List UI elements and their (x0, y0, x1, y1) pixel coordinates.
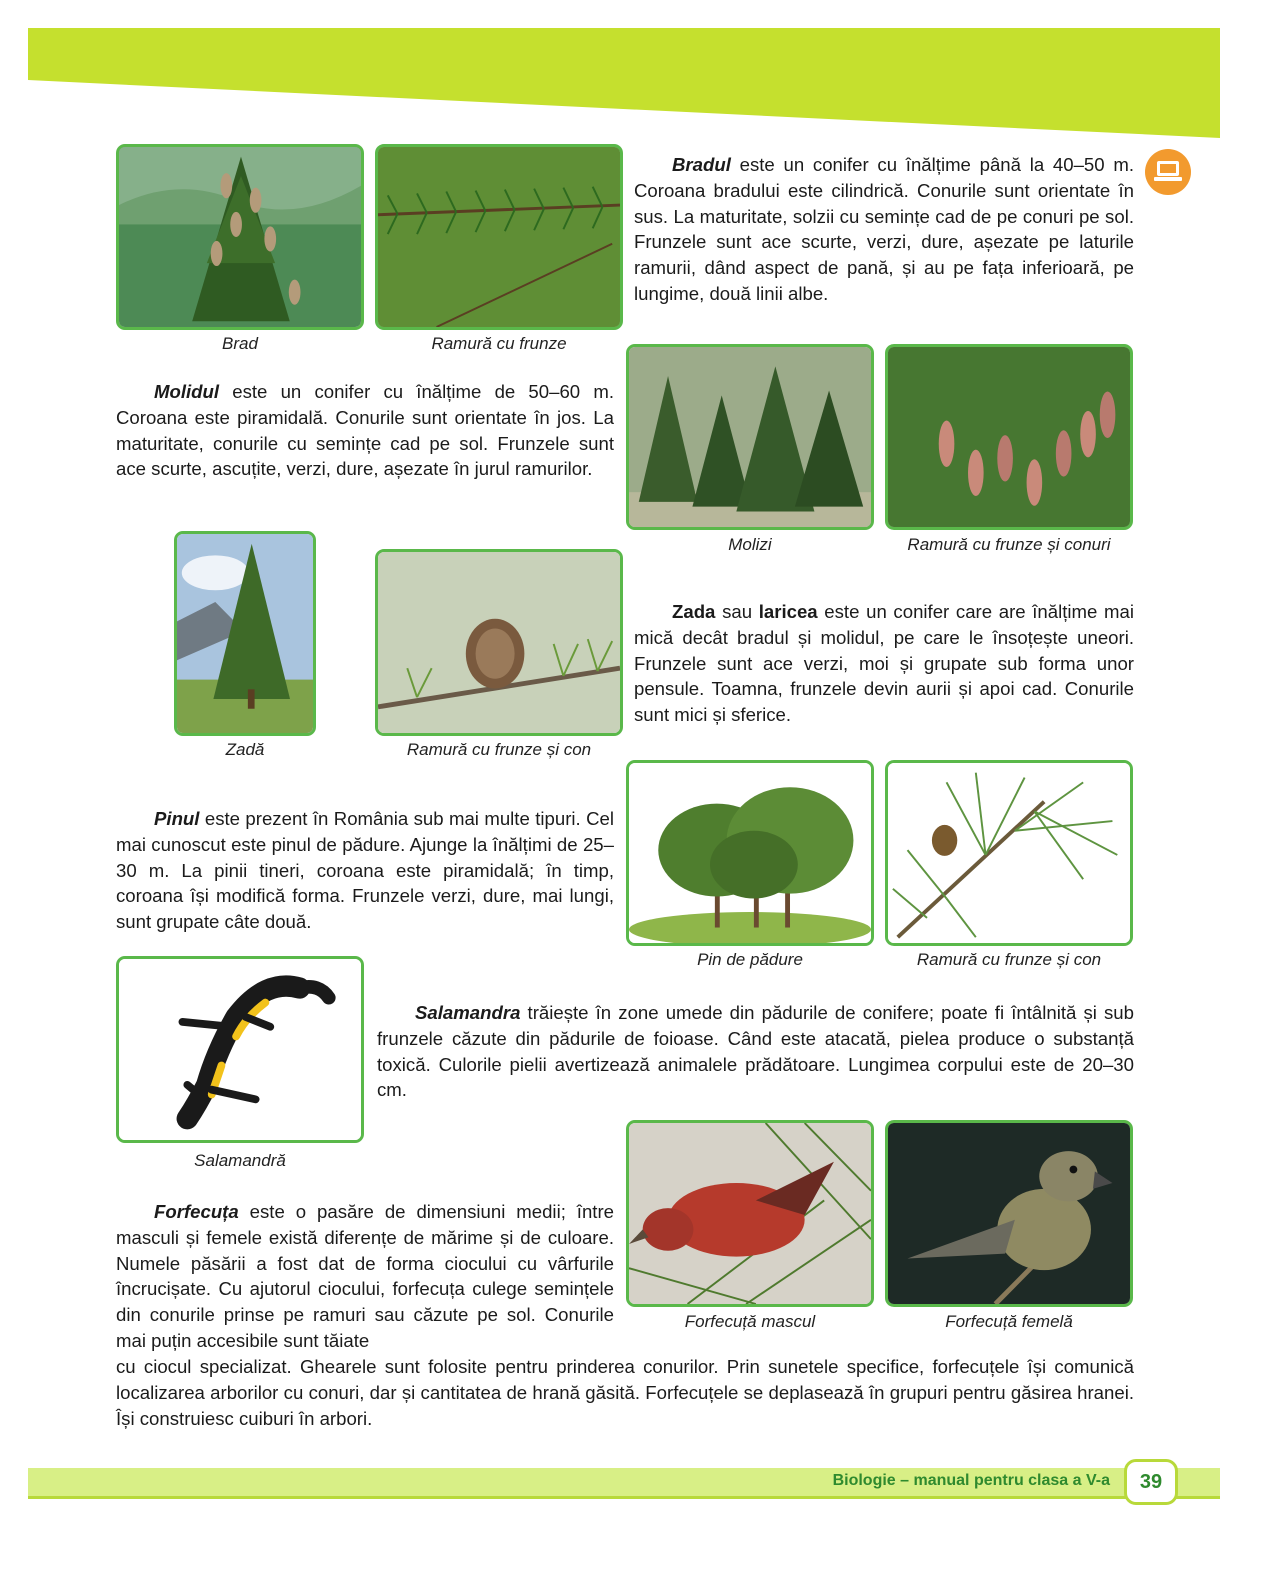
computer-icon[interactable] (1145, 149, 1191, 195)
caption-forfecuta-mascul: Forfecuță mascul (684, 1312, 816, 1331)
text-brad: este un conifer cu înălțime până la 40–50 m. Coroana bradului este cilindrică. Conurile sunt orientate în sus. La maturitate, solzii cu semințe cad de pe conuri pe sol. Frunzele sunt ace scurte, verzi, dure, așezate pe laturile ramurii, dând aspect de pană, și au pe fața inferioară, pe lungime, două linii albe. (634, 154, 1134, 304)
photo-brad (116, 144, 364, 330)
footer-line (28, 1496, 1220, 1499)
photo-salamandra (116, 956, 364, 1143)
paragraph-pin (116, 806, 614, 935)
caption-forfecuta-femela: Forfecuță femelă (945, 1312, 1073, 1331)
term-brad: Bradul (672, 154, 731, 175)
caption-zada-branch: Ramură cu frunze și con (406, 740, 592, 759)
caption-brad: Brad (222, 334, 258, 353)
paragraph-molid (116, 379, 614, 482)
paragraph-salamandra (377, 1000, 1134, 1103)
term-molid: Molidul (154, 381, 220, 402)
text-zada: este un conifer care are înălțime mai mică decât bradul și molidul, pe care le însoțește uneori. Frunzele sunt ace verzi, moi și grupate sub forma unor pensule. Toamna, frunzele devin aurii și apoi cad. Conurile sunt mici și sferice. (634, 601, 1134, 726)
text-molid: este un conifer cu înălțime de 50–60 m. Coroana este piramidală. Conurile sunt orientate în jos. La maturitate, conurile cu semințe cad pe sol. Frunzele sunt ace scurte, ascuțite, verzi, dure, așezate în jurul ramurilor. (116, 381, 614, 480)
caption-salamandra: Salamandră (194, 1151, 286, 1170)
photo-zada (174, 531, 316, 736)
paragraph-forfecuta-column (116, 1199, 614, 1354)
photo-pin-branch (885, 760, 1133, 946)
caption-molid-branch: Ramură cu frunze și conuri (907, 535, 1111, 554)
caption-zada: Zadă (225, 740, 265, 759)
photo-forfecuta-mascul (626, 1120, 874, 1307)
page-number: 39 (1124, 1459, 1178, 1505)
text-forfecuta-full: cu ciocul specializat. Ghearele sunt folosite pentru prinderea conurilor. Prin sunetele specifice, forfecuțele își comunică localizarea arborilor cu conuri, dar și cantitatea de hrană găsită. Forfecuțele se deplasează în grupuri pentru găsirea hranei. Își construiesc cuiburi în arbori. (116, 1356, 1134, 1429)
text-zada-connector: sau (722, 601, 753, 622)
photo-molid-branch (885, 344, 1133, 530)
photo-zada-branch (375, 549, 623, 736)
caption-pin-branch: Ramură cu frunze și con (916, 950, 1102, 969)
text-salamandra: trăiește în zone umede din pădurile de conifere; poate fi întâlnită și sub frunzele căzute din pădurile de foioase. Când este atacată, pielea produce o substanță toxică. Culorile pielii avertizează animalele prădătoare. Lungimea corpului este de 20–30 cm. (377, 1002, 1134, 1101)
text-forfecuta-column: este o pasăre de dimensiuni medii; între masculi și femele există diferențe de mărime și de culoare. Numele păsării a fost dat de forma ciocului cu vârfurile încrucișate. Cu ajutorul ciocului, forfecuța culege semințele din conurile prinse pe ramuri sau căzute pe sol. Conurile mai puțin accesibile sunt tăiate (116, 1201, 615, 1351)
footer-book-title: Biologie – manual pentru clasa a V-a (832, 1472, 1110, 1489)
term-forfecuta: Forfecuța (154, 1201, 239, 1222)
text-pin: este prezent în România sub mai multe tipuri. Cel mai cunoscut este pinul de pădure. Ajunge la înălțimi de 25–30 m. La pinii tineri, coroana este piramidală; în timp, coroana își modifică forma. Frunzele verzi, dure, mai lungi, sunt grupate câte două. (116, 808, 615, 933)
caption-molizi: Molizi (728, 535, 772, 554)
caption-pin: Pin de pădure (697, 950, 803, 969)
photo-forfecuta-femela (885, 1120, 1133, 1307)
photo-brad-branch (375, 144, 623, 330)
term-zada: Zada (672, 601, 716, 622)
term-larice: laricea (758, 601, 818, 622)
paragraph-forfecuta-full (116, 1354, 1134, 1431)
caption-brad-branch: Ramură cu frunze (431, 334, 567, 353)
photo-pin (626, 760, 874, 946)
term-salamandra: Salamandra (415, 1002, 521, 1023)
paragraph-brad (634, 152, 1134, 307)
top-banner (28, 28, 1244, 140)
photo-molizi (626, 344, 874, 530)
term-pin: Pinul (154, 808, 200, 829)
paragraph-zada (634, 599, 1134, 728)
